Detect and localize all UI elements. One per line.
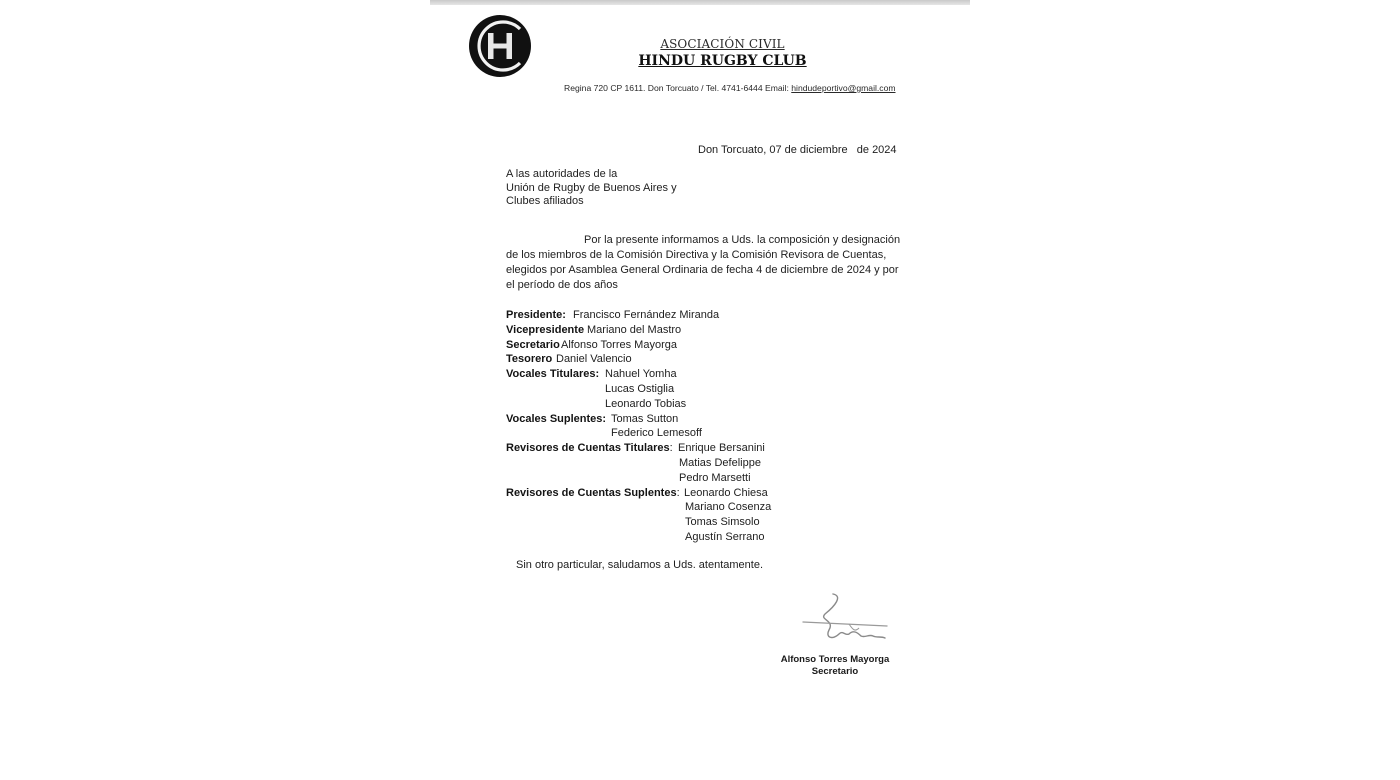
member-name: Pedro Marsetti: [679, 471, 751, 484]
member-name: Federico Lemesoff: [611, 427, 702, 440]
roster-row-vocales-titulares: [506, 367, 680, 382]
role-label: Secretario: [506, 338, 560, 351]
member-name: Mariano Cosenza: [685, 501, 772, 514]
member-name: Mariano del Mastro: [587, 323, 682, 336]
member-name: Francisco Fernández Miranda: [573, 309, 720, 321]
closing-line: Sin otro particular, saludamos a Uds. atentamente.: [516, 559, 764, 571]
body-text: Por la presente informamos a Uds. la composición y designación de los miembros de la Comisión Directiva y la Comisión Revisora de Cuentas, elegidos por Asamblea General Ordinaria de fecha 4 de diciembre de 2024 y por el período de dos años: [506, 234, 901, 291]
club-title: HINDU RUGBY CLUB: [638, 53, 807, 69]
role-label: Vocales Suplentes:: [506, 412, 607, 425]
member-name: Agustín Serrano: [685, 530, 765, 543]
addressee-line: Unión de Rugby de Buenos Aires y: [506, 181, 677, 194]
contact-line: [564, 83, 896, 93]
roster-row-revisores-suplentes: Revisores de Cuentas Suplentes: Leonardo Chiesa: [506, 486, 768, 499]
role-label: Presidente:: [506, 309, 566, 321]
role-label: Vocales Titulares:: [506, 368, 600, 381]
roster-row-continuation: [506, 426, 702, 441]
contact-address: Regina 720 CP 1611. Don Torcuato / Tel. 4741-6444 Email:: [564, 83, 792, 93]
role-label: Revisores de Cuentas Titulares: [506, 442, 670, 455]
roster-row-continuation: [506, 530, 765, 545]
association-subtitle: ASOCIACIÓN CIVIL: [660, 37, 785, 51]
member-name: Leonardo Chiesa: [684, 486, 768, 499]
role-label: Tesorero: [506, 353, 553, 366]
roster-row-continuation: [506, 500, 772, 515]
body-paragraph: [506, 233, 902, 293]
signer-title: Secretario: [811, 666, 859, 677]
member-name: Alfonso Torres Mayorga: [561, 338, 677, 351]
member-name: Tomas Sutton: [611, 412, 679, 425]
roster-row-continuation: [506, 456, 761, 471]
letter-page: [430, 0, 970, 780]
roster-row-continuation: [506, 382, 680, 397]
member-name: Daniel Valencio: [556, 353, 632, 366]
contact-email-link[interactable]: hindudeportivo@gmail.com: [791, 83, 896, 93]
member-name: Leonardo Tobias: [605, 397, 687, 410]
member-name: Tomas Simsolo: [685, 516, 760, 529]
page-top-edge: [430, 0, 970, 5]
roster-row-continuation: [506, 515, 760, 530]
member-name: Nahuel Yomha: [605, 368, 677, 381]
role-label: Revisores de Cuentas Suplentes: [506, 486, 677, 499]
addressee-line: A las autoridades de la: [506, 168, 618, 180]
roster-row-presidente: [506, 308, 720, 323]
role-label: Vicepresidente: [506, 323, 585, 336]
roster-row-tesorero: [506, 352, 680, 367]
addressee-line: Clubes afiliados: [506, 195, 584, 207]
member-name: Lucas Ostiglia: [605, 382, 675, 395]
roster-row-vicepresidente: [506, 323, 680, 338]
roster-row-vocales-suplentes: [506, 412, 680, 427]
authorities-roster: [506, 308, 772, 545]
member-name: Matias Defelippe: [679, 456, 761, 469]
roster-row-continuation: [506, 397, 687, 412]
roster-row-secretario: [506, 338, 680, 353]
roster-row-continuation: [506, 471, 751, 486]
date-line: Don Torcuato, 07 de diciembre de 2024: [698, 144, 897, 156]
signer-name: Alfonso Torres Mayorga: [780, 654, 890, 665]
roster-row-revisores-titulares: Revisores de Cuentas Titulares: Enrique Bersanini: [506, 442, 765, 455]
addressee-block: [506, 168, 677, 209]
member-name: Enrique Bersanini: [678, 442, 765, 455]
handwritten-signature-icon: [795, 590, 895, 646]
